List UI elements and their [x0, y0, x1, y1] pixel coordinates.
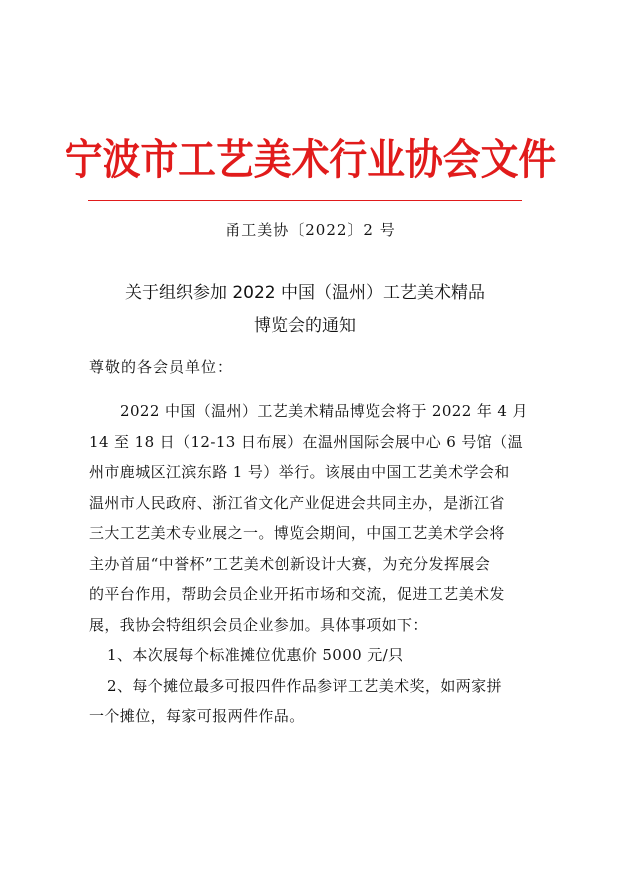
paragraph-line: 温州市人民政府、浙江省文化产业促进会共同主办，是浙江省	[89, 493, 505, 512]
paragraph-line: 州市鹿城区江滨东路 1 号）举行。该展由中国工艺美术学会和	[89, 463, 510, 481]
paragraph-line: 主办首届“中誉杯”工艺美术创新设计大赛，为充分发挥展会	[89, 554, 491, 573]
paragraph-line: 2022 中国（温州）工艺美术精品博览会将于 2022 年 4 月	[120, 402, 528, 420]
notice-title-line-1: 关于组织参加 2022 中国（温州）工艺美术精品	[124, 283, 486, 303]
notice-title	[88, 277, 522, 343]
item-line: 一个摊位，每家可报两件作品。	[89, 707, 305, 725]
document-number: 甬工美协〔2022〕2 号	[225, 221, 396, 239]
paragraph-line: 14 至 18 日（12-13 日布展）在温州国际会展中心 6 号馆（温	[89, 432, 523, 451]
paragraph-1	[89, 396, 535, 640]
item-1	[89, 640, 535, 671]
paragraph-line: 的平台作用，帮助会员企业开拓市场和交流，促进工艺美术发	[89, 585, 505, 603]
paragraph-line: 展，我协会特组织会员企业参加。具体事项如下：	[89, 615, 428, 634]
red-divider-line	[88, 200, 522, 201]
item-line: 2、每个摊位最多可报四件作品参评工艺美术奖，如两家拼	[107, 676, 502, 695]
item-line: 1、本次展每个标准摊位优惠价 5000 元/只	[107, 646, 404, 664]
org-header-title: 宁波市工艺美术行业协会文件	[64, 135, 557, 184]
notice-title-line-2: 博览会的通知	[254, 316, 356, 336]
salutation: 尊敬的各会员单位：	[89, 358, 234, 376]
paragraph-line: 三大工艺美术专业展之一。博览会期间，中国工艺美术学会将	[89, 524, 505, 542]
body-text	[89, 396, 535, 732]
item-2	[89, 671, 535, 732]
